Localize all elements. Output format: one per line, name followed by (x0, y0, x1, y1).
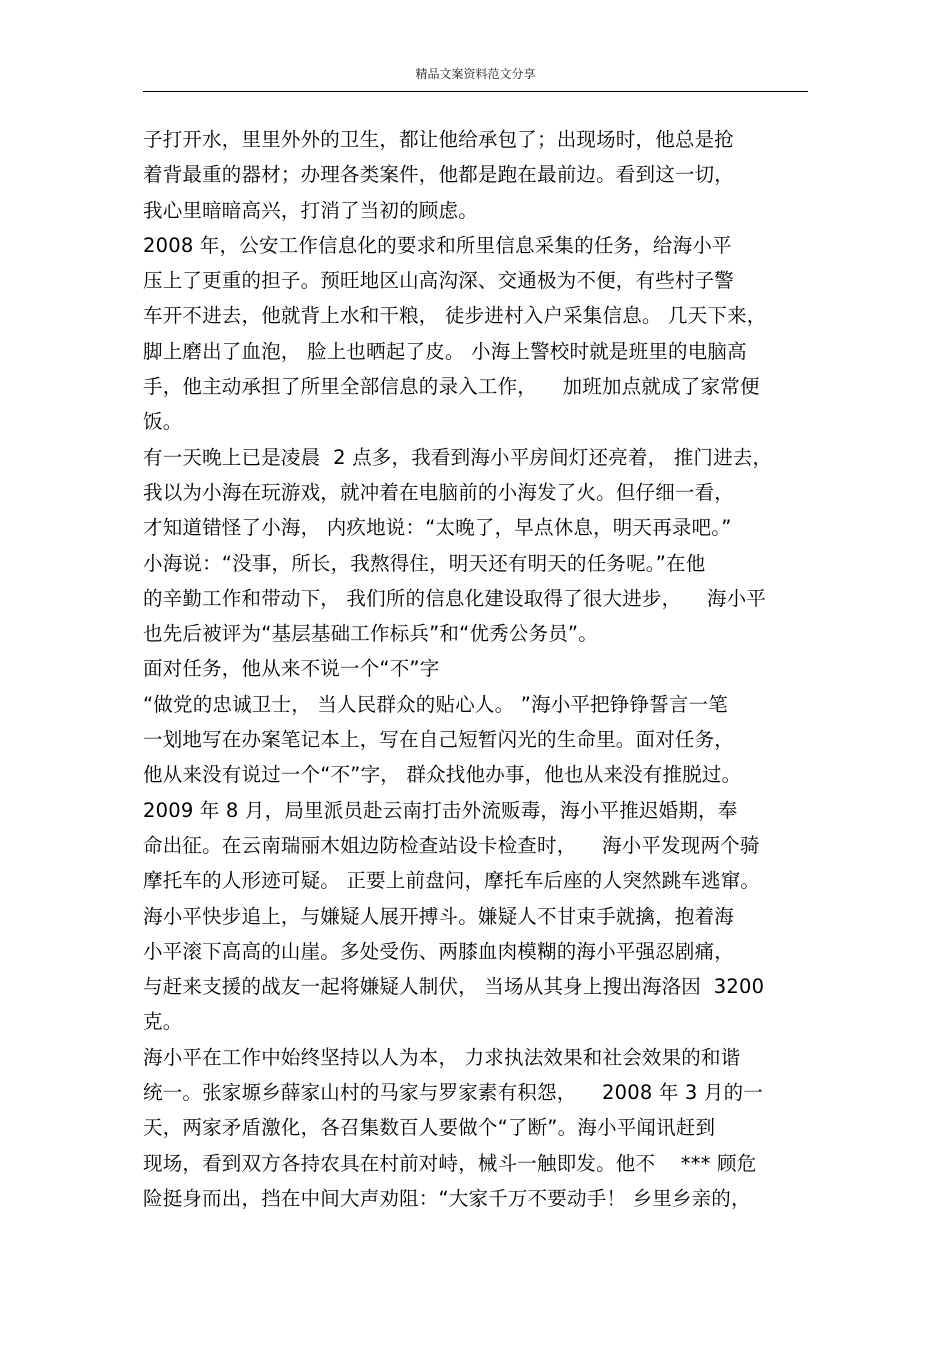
text-line: 险挺身而出，挡在中间大声劝阻：“大家千万不要动手！ 乡里乡亲的， (143, 1186, 751, 1210)
text-line: 海小平在工作中始终坚持以人为本， 力求执法效果和社会效果的和谐 (143, 1045, 741, 1069)
document-body (143, 122, 823, 1216)
text-line: “做党的忠诚卫士， 当人民群众的贴心人。 ”海小平把铮铮誓言一笔 (143, 692, 729, 716)
text-line: 一划地写在办案笔记本上，写在自己短暂闪光的生命里。面对任务， (143, 728, 735, 752)
text-line: 克。 (143, 1010, 183, 1034)
text-line: 命出征。在云南瑞丽木姐边防检查站设卡检查时， 海小平发现两个骑 (143, 833, 760, 857)
text-line: 2009 年 8 月，局里派员赴云南打击外流贩毒，海小平推迟婚期，奉 (143, 798, 738, 822)
text-line: 小海说：“没事，所长，我熬得住，明天还有明天的任务呢。”在他 (143, 551, 706, 575)
text-line: 2008 年，公安工作信息化的要求和所里信息采集的任务，给海小平 (143, 233, 732, 257)
text-line: 也先后被评为“基层基础工作标兵”和“优秀公务员”。 (143, 622, 598, 646)
text-line: 才知道错怪了小海， 内疚地说：“太晚了，早点休息，明天再录吧。” (143, 516, 732, 540)
text-line: 手，他主动承担了所里全部信息的录入工作， 加班加点就成了家常便 (143, 375, 760, 399)
text-line: 与赶来支援的战友一起将嫌疑人制伏， 当场从其身上搜出海洛因 3200 (143, 975, 765, 999)
text-line: 我以为小海在玩游戏，就冲着在电脑前的小海发了火。但仔细一看， (143, 480, 735, 504)
section-heading: 面对任务，他从来不说一个“不”字 (143, 657, 440, 681)
text-line: 着背最重的器材；办理各类案件，他都是跑在最前边。看到这一切， (143, 163, 735, 187)
text-line: 压上了更重的担子。预旺地区山高沟深、交通极为不便，有些村子警 (143, 269, 735, 293)
text-line: 摩托车的人形迹可疑。 正要上前盘问，摩托车后座的人突然跳车逃窜。 (143, 869, 761, 893)
text-line: 有一天晚上已是凌晨 2 点多，我看到海小平房间灯还亮着， 推门进去， (143, 445, 773, 469)
text-line: 小平滚下高高的山崖。多处受伤、两膝血肉模糊的海小平强忍剧痛， (143, 939, 735, 963)
text-line: 海小平快步追上，与嫌疑人展开搏斗。嫌疑人不甘束手就擒，抱着海 (143, 904, 735, 928)
text-line: 他从来没有说过一个“不”字， 群众找他办事，他也从来没有推脱过。 (143, 763, 742, 787)
text-line: 的辛勤工作和带动下， 我们所的信息化建设取得了很大进步， 海小平 (143, 586, 766, 610)
text-line: 天，两家矛盾激化，各召集数百人要做个“了断”。海小平闻讯赶到 (143, 1116, 716, 1140)
text-line: 我心里暗暗高兴，打消了当初的顾虑。 (143, 198, 478, 222)
text-line: 饭。 (143, 410, 183, 434)
text-line: 车开不进去，他就背上水和干粮， 徒步进村入户采集信息。 几天下来， (143, 304, 767, 328)
text-line: 现场，看到双方各持农具在村前对峙，械斗一触即发。他不 *** 顾危 (143, 1151, 757, 1175)
header-divider (143, 91, 808, 92)
text-line: 脚上磨出了血泡， 脸上也晒起了皮。 小海上警校时就是班里的电脑高 (143, 339, 747, 363)
text-line: 子打开水，里里外外的卫生，都让他给承包了；出现场时，他总是抢 (143, 128, 735, 151)
page-header: 精品文案资料范文分享 (415, 67, 536, 81)
text-line: 统一。张家塬乡薛家山村的马家与罗家素有积怨， 2008 年 3 月的一 (143, 1081, 764, 1105)
